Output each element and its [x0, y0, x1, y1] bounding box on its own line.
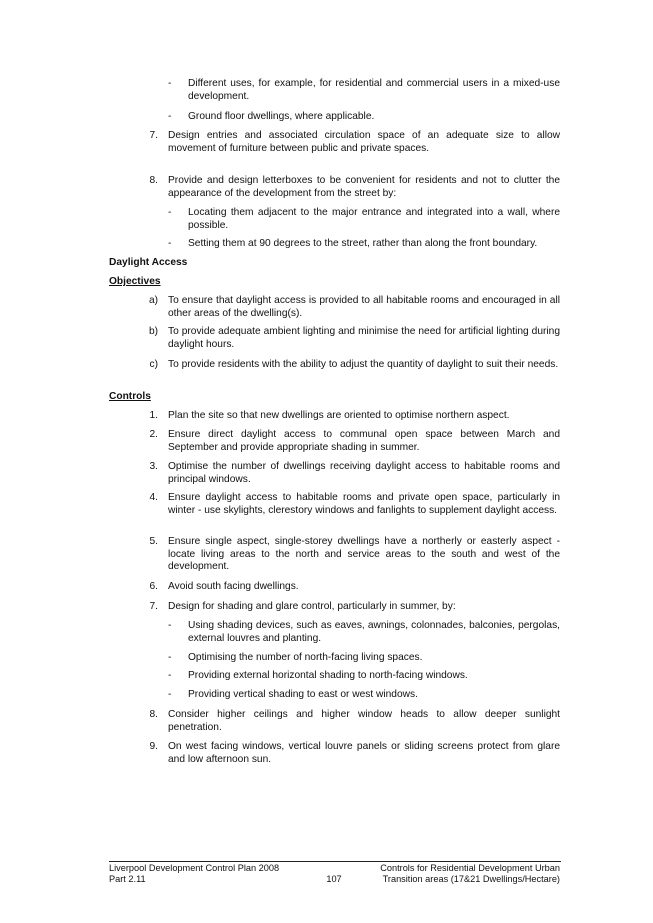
bullet-dash: - — [168, 238, 172, 249]
list-number: 7. — [149, 130, 158, 141]
bullet-text: Providing vertical shading to east or west windows. — [188, 689, 418, 700]
bullet-dash: - — [168, 620, 172, 631]
bullet-text: Optimising the number of north-facing living spaces. — [188, 652, 423, 663]
footer-part: Part 2.11 — [109, 874, 146, 884]
bullet-dash: - — [168, 207, 172, 218]
objective-text: To provide adequate ambient lighting and minimise the need for artificial lighting during daylight hours. — [168, 326, 560, 350]
bullet-text: Different uses, for example, for residential and commercial users in a mixed-use development. — [188, 78, 560, 102]
list-item-text: Design entries and associated circulation space of an adequate size to allow movement of furniture between public and private spaces. — [168, 130, 560, 154]
control-text: Avoid south facing dwellings. — [168, 581, 299, 592]
section-title: Daylight Access — [109, 257, 188, 268]
objective-label: a) — [148, 295, 158, 306]
bullet-text: Ground floor dwellings, where applicable. — [188, 111, 375, 122]
control-number: 5. — [149, 536, 158, 547]
bullet-dash: - — [168, 78, 172, 89]
control-number: 9. — [149, 741, 158, 752]
footer-divider — [109, 861, 561, 862]
list-number: 8. — [149, 175, 158, 186]
bullet-dash: - — [168, 111, 172, 122]
list-item-text: Provide and design letterboxes to be convenient for residents and not to clutter the appearance of the development from the street by: — [168, 175, 560, 199]
control-number: 7. — [149, 601, 158, 612]
controls-heading: Controls — [109, 391, 151, 402]
control-number: 3. — [149, 461, 158, 472]
control-number: 6. — [149, 581, 158, 592]
objective-label: c) — [149, 359, 158, 370]
objective-label: b) — [148, 326, 158, 337]
control-number: 4. — [149, 492, 158, 503]
objective-text: To provide residents with the ability to adjust the quantity of daylight to suit their needs. — [168, 359, 559, 370]
control-text: Ensure single aspect, single-storey dwellings have a northerly or easterly aspect - locate living areas to the north and service areas to the south and west of the development. — [168, 536, 560, 573]
bullet-text: Using shading devices, such as eaves, awnings, colonnades, balconies, pergolas, external louvres and planting. — [188, 620, 560, 644]
footer-section-subtitle: Transition areas (17&21 Dwellings/Hectare) — [382, 874, 560, 884]
control-text: Optimise the number of dwellings receiving daylight access to habitable rooms and principal windows. — [168, 461, 560, 485]
control-text: Design for shading and glare control, particularly in summer, by: — [168, 601, 456, 612]
footer-section-title: Controls for Residential Development Urban — [380, 863, 560, 873]
control-text: Ensure daylight access to habitable rooms and private open space, particularly in winter - use skylights, clerestory windows and fanlights to supplement daylight access. — [168, 492, 560, 516]
page-number: 107 — [326, 874, 342, 884]
control-text: Consider higher ceilings and higher window heads to allow deeper sunlight penetration. — [168, 709, 560, 733]
control-number: 8. — [149, 709, 158, 720]
control-number: 2. — [149, 429, 158, 440]
bullet-dash: - — [168, 689, 172, 700]
bullet-dash: - — [168, 652, 172, 663]
bullet-text: Providing external horizontal shading to north-facing windows. — [188, 670, 468, 681]
footer-doc-title: Liverpool Development Control Plan 2008 — [109, 863, 280, 873]
bullet-text: Setting them at 90 degrees to the street, rather than along the front boundary. — [188, 238, 538, 249]
objectives-heading: Objectives — [109, 276, 161, 287]
bullet-dash: - — [168, 670, 172, 681]
objective-text: To ensure that daylight access is provided to all habitable rooms and encouraged in all other areas of the dwelling(s). — [168, 295, 560, 319]
control-text: Ensure direct daylight access to communal open space between March and September and provide appropriate shading in summer. — [168, 429, 560, 453]
control-number: 1. — [149, 410, 158, 421]
control-text: On west facing windows, vertical louvre panels or sliding screens protect from glare and low afternoon sun. — [168, 741, 560, 765]
bullet-text: Locating them adjacent to the major entrance and integrated into a wall, where possible. — [188, 207, 560, 231]
control-text: Plan the site so that new dwellings are oriented to optimise northern aspect. — [168, 410, 510, 421]
